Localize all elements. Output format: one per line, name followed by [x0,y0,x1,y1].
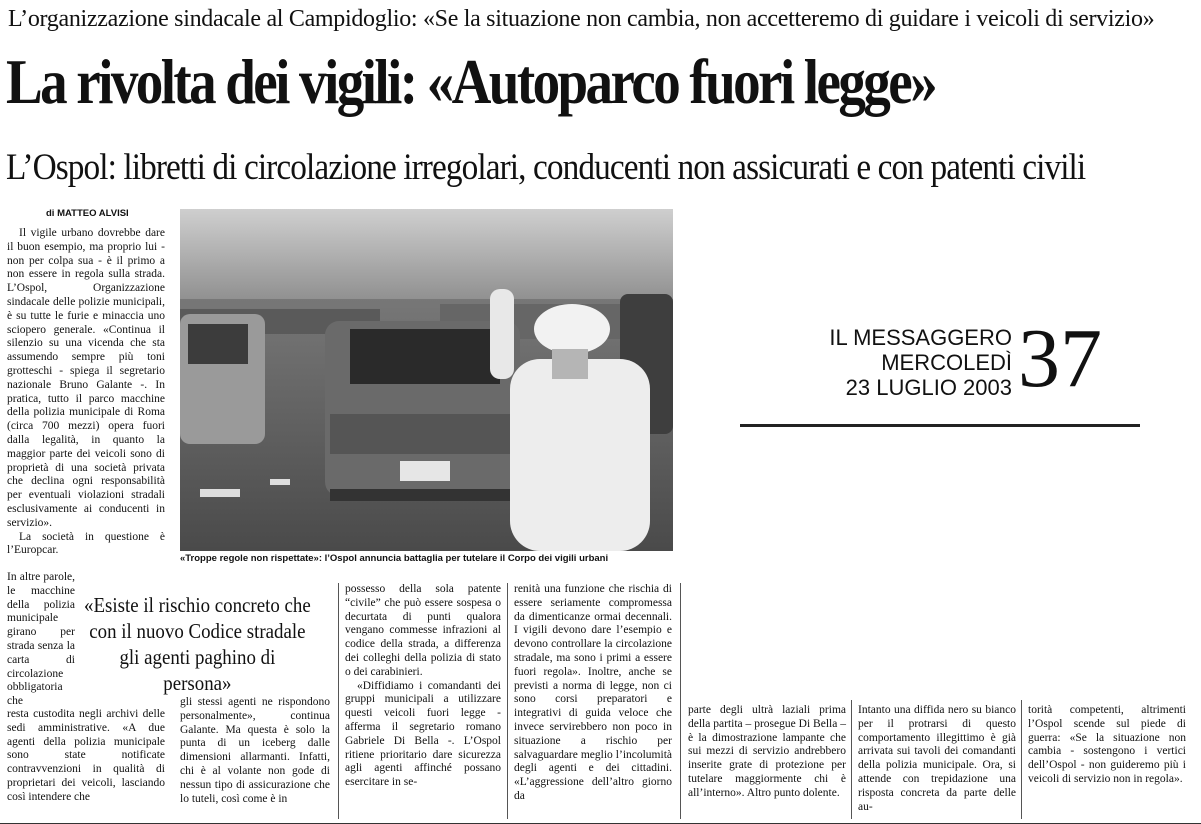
pull-quote: «Esiste il rischio concreto che con il nuovo Codice stradale gli agenti paghino di persona» [84,593,311,695]
masthead [800,325,1012,400]
article-column-6 [858,704,1016,814]
column-divider [1021,700,1022,819]
weekday: MERCOLEDÌ [881,350,1012,375]
masthead-rule [740,424,1140,427]
article-column-4 [514,583,672,804]
paragraph: gli stessi agenti ne rispondono personalmente», continua Galante. Ma questa è solo la punta di un iceberg dalle dimensioni allarmanti. Infatti, chi è al volante non gode di nessun tipo di assicurazione che lo tuteli, così come è in [180,696,330,805]
paragraph: possesso della sola patente “civile” che può essere sospesa o decurtata di punti qualora vengano commesse infrazioni al codice della strada, a differenza dei colleghi della polizia di stato o dei carabinieri. [345,583,501,678]
column-divider [851,700,852,819]
paragraph: Il vigile urbano dovrebbe dare il buon esempio, ma proprio lui - non per colpa sua - è il primo a non essere in regola sulla strada. L’Ospol, Organizzazione sindacale delle polizie municipali, è su tutte le furie e minaccia uno sciopero generale. «Continua il silenzio su una vicenda che sta assumendo sempre più toni grotteschi - spiega il segretario nazionale Bruno Galante -. In pratica, tutto il parco macchine della polizia municipale di Roma (circa 700 mezzi) opera fuori dalla legalità, in quanto la maggior parte dei veicoli sono di proprietà di una società privata che declina ogni responsabilità per eventuali violazioni stradali esclusivamente ai conducenti in servizio». [7,227,165,529]
paragraph: La società in questione è l’Europcar. [7,530,165,557]
article-column-5 [688,704,846,801]
subheadline: L’Ospol: libretti di circolazione irregolari, conducenti non assicurati e con patenti civili [6,147,1086,188]
headline: La rivolta dei vigili: «Autoparco fuori legge» [6,46,936,117]
byline: di MATTEO ALVISI [46,208,129,219]
paragraph: torità competenti, altrimenti l’Ospol scende sul piede di guerra: «Se la situazione non cambia - sostengono i vertici dell’Ospol - non guideremo più i veicoli di servizio non in regola». [1028,704,1186,785]
paragraph: resta custodita negli archivi delle sedi amministrative. «A due agenti della polizia municipale sono state notificate contravvenzioni in qualità di proprietari dei veicoli, lasciando così intendere che [7,708,165,803]
article-column-1 [7,227,165,558]
paragraph: parte degli ultrà laziali prima della partita – prosegue Di Bella – è la dimostrazione lampante che sui mezzi di servizio andrebbero inserite grate di protezione per tutelare maggiormente chi è all’interno». Altro punto dolente. [688,704,846,799]
paragraph: In altre parole, le macchine della polizia municipale girano per strada senza la carta di circolazione obbligatoria che [7,571,75,708]
article-column-1-bottom [7,708,165,805]
article-column-3 [345,583,501,790]
paragraph: «Diffidiamo i comandanti dei gruppi municipali a utilizzare questi veicoli fuori legge - afferma il segretario romano Gabriele Di Bella -. L’Ospol ritiene prioritario dare sicurezza agli agenti affinché possano esercitare in se- [345,679,501,789]
paragraph: renità una funzione che rischia di essere seriamente compromessa da dimenticanze ormai decennali. I vigili devono dare l’esempio e devono controllare la circolazione stradale, ma sono i primi a essere fuori regola». Inoltre, anche se previsti a norma di legge, non ci sono corsi preparatori e integrativi di guida veloce che invece servirebbero non poco in situazione a rischio per salvaguardare meglio l’incolumità degli agenti e dei cittadini. «L’aggressione dell’altro giorno da [514,583,672,802]
article-column-2 [180,696,330,806]
photo-caption: «Troppe regole non rispettate»: l’Ospol annuncia battaglia per tutelare il Corpo dei vigili urbani [180,553,609,564]
column-divider [680,583,681,819]
article-column-7 [1028,704,1186,787]
column-divider [507,583,508,819]
traffic-scene-image [180,209,673,551]
newspaper-name: IL MESSAGGERO [829,325,1012,350]
paragraph: Intanto una diffida nero su bianco per il protrarsi di questo comportamento illegittimo è già arrivata sui tavoli dei comandanti della polizia municipale. Ora, si attende con trepidazione una risposta concreta da parte delle au- [858,704,1016,813]
kicker: L’organizzazione sindacale al Campidoglio: «Se la situazione non cambia, non accetteremo di guidare i veicoli di servizio» [8,6,1155,32]
page-number: 37 [1018,312,1102,405]
article-column-1-narrow [7,571,75,709]
column-divider [338,583,339,819]
news-photo [180,209,673,551]
date: 23 LUGLIO 2003 [845,375,1012,400]
